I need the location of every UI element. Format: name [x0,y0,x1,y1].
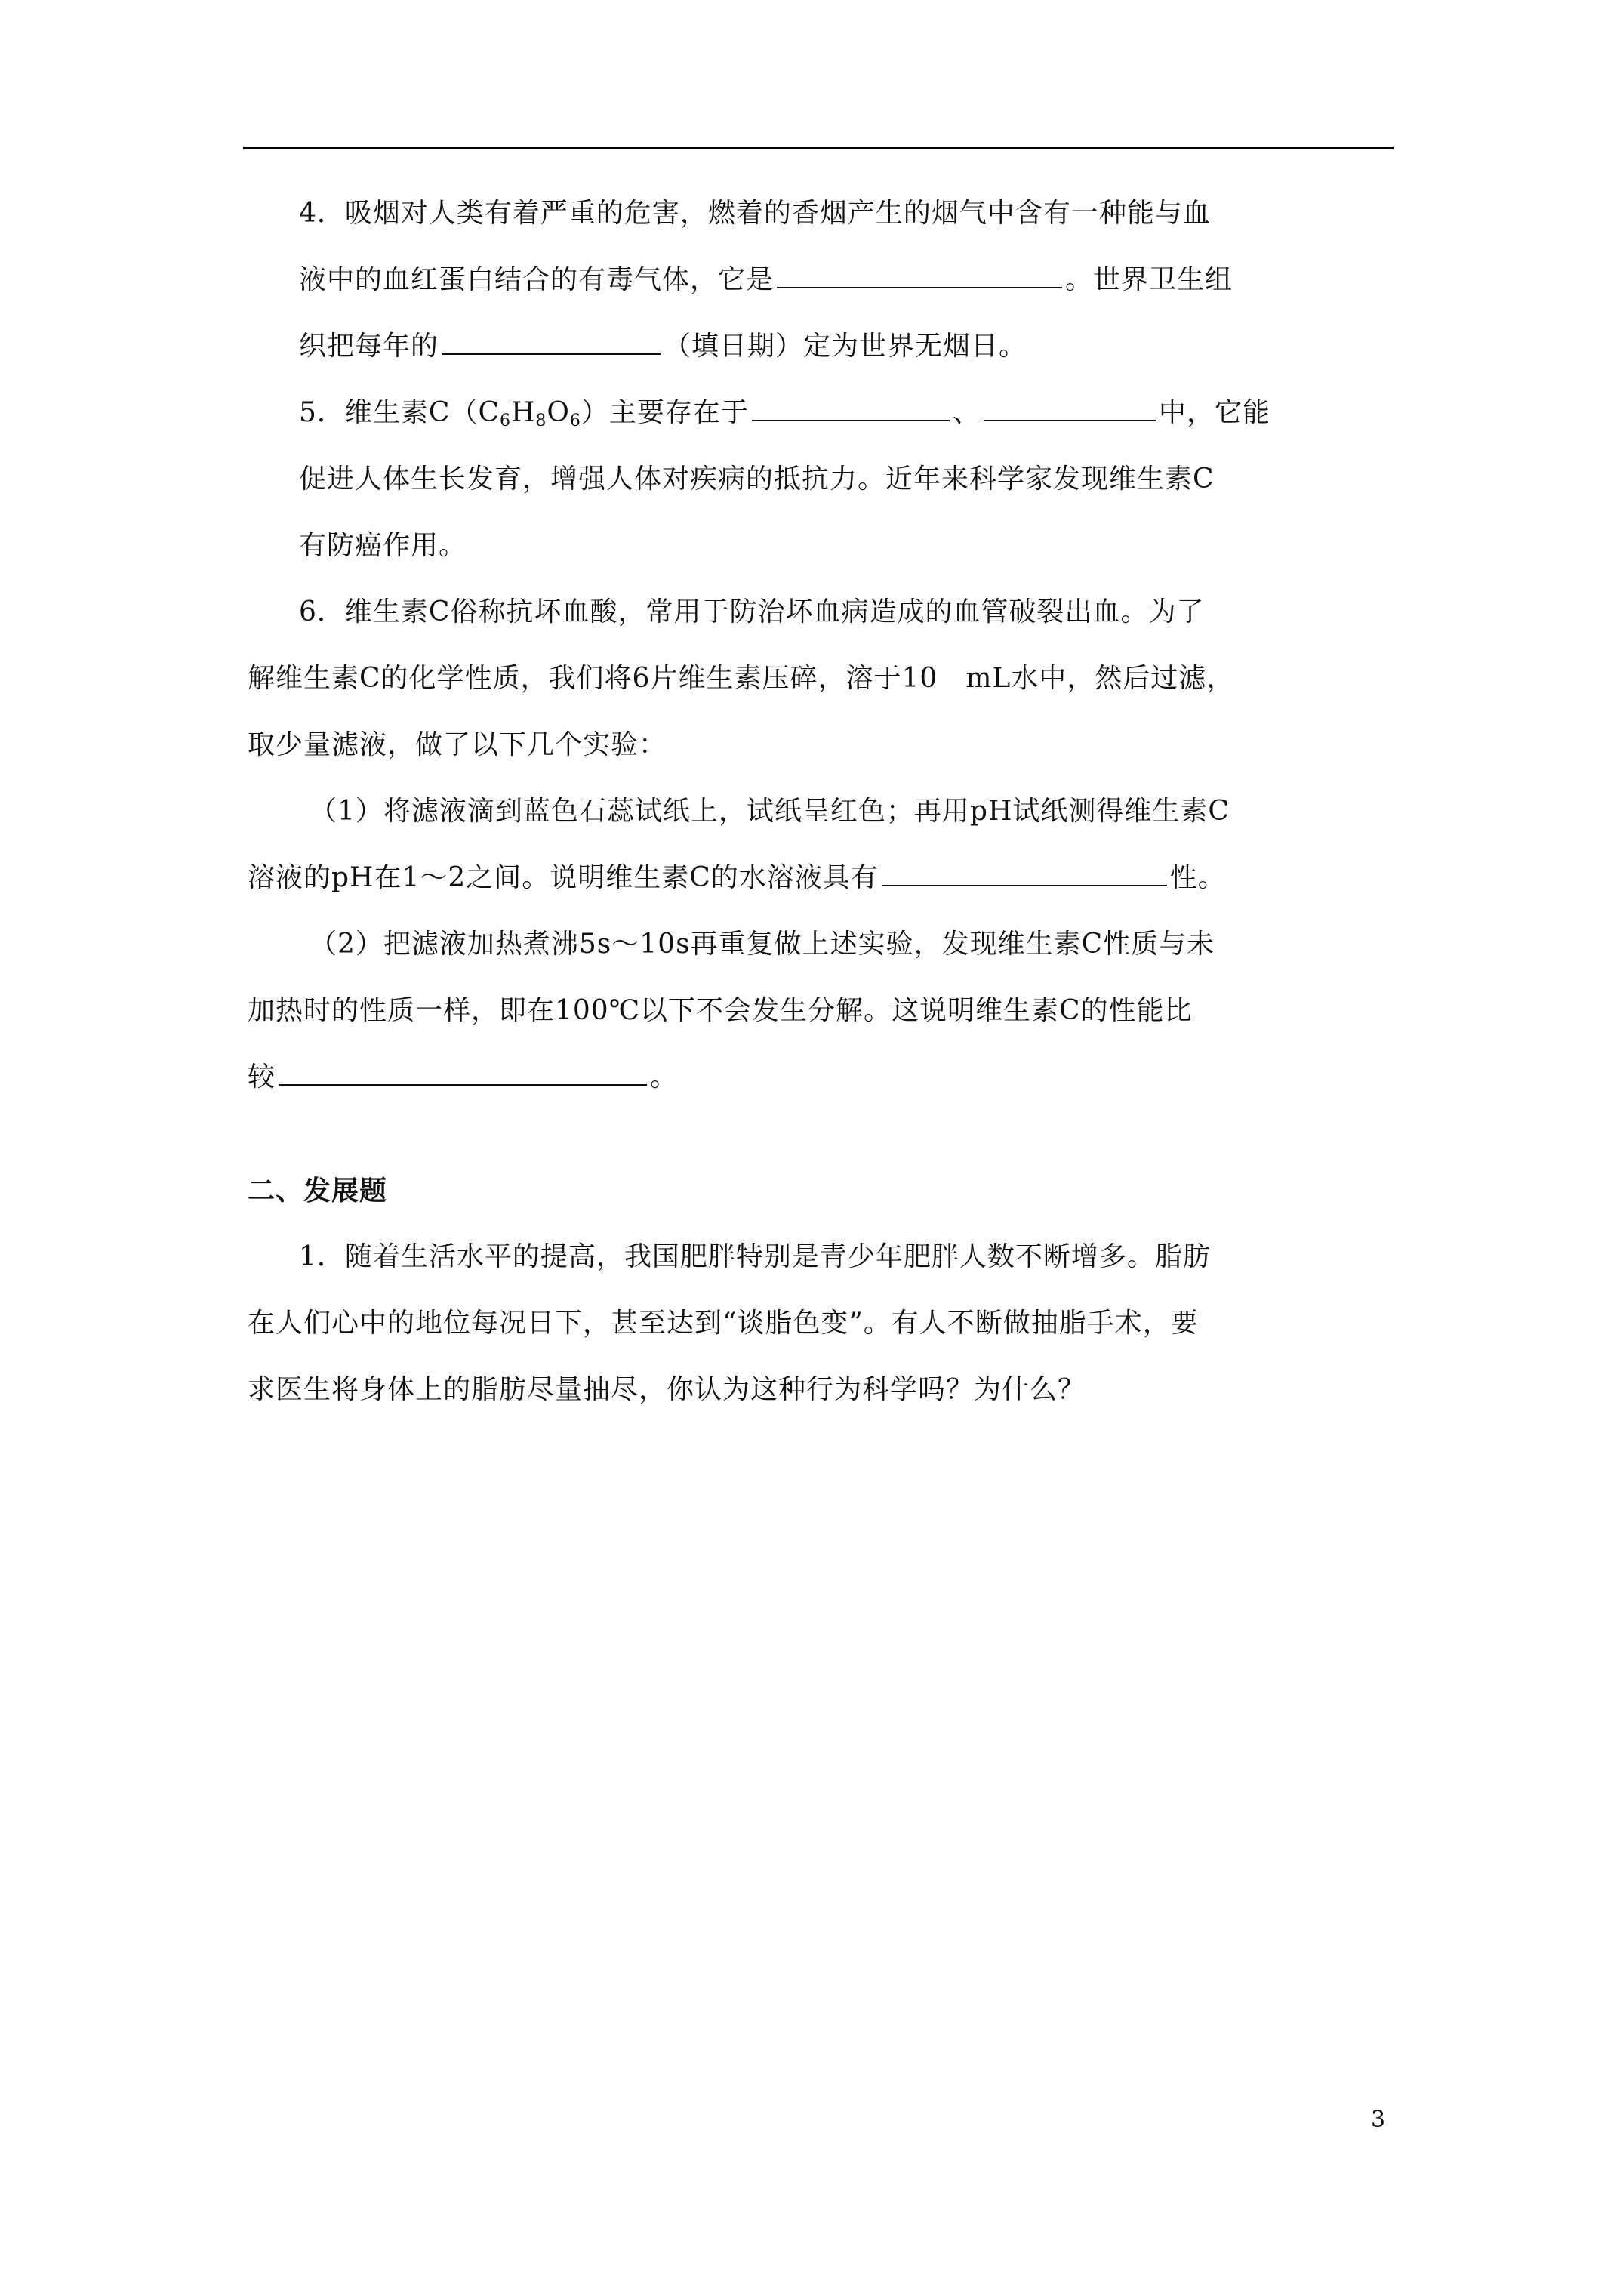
q4-line-2 [248,261,1274,328]
q4-line-1 [248,195,1274,261]
q6-part2-line-1 [248,926,1274,992]
q6-text: 。 [650,1062,679,1093]
q6-line-3 [248,726,1274,793]
section-heading: 二、发展题 [248,1175,388,1207]
q6-part1-line-1 [248,793,1274,859]
q6-line-1 [248,593,1274,660]
q5-text: 有防癌作用。 [299,530,467,561]
q5-line-2 [248,461,1274,527]
s2-q1-line-3 [248,1371,1274,1438]
q5-text: 中，它能 [1158,397,1270,428]
subscript: 6 [569,411,581,430]
q5-text: O [547,397,570,428]
q6-text: （1）将滤液滴到蓝色石蕊试纸上，试纸呈红色；再用pH试纸测得维生素C [310,796,1230,827]
document-body [248,195,1274,1438]
q4-text: 4．吸烟对人类有着严重的危害，燃着的香烟产生的烟气中含有一种能与血 [299,198,1211,229]
q5-line-1 [248,394,1274,461]
s2-q1-text: 1．随着生活水平的提高，我国肥胖特别是青少年肥胖人数不断增多。脂肪 [299,1241,1211,1272]
q5-text: ）主要存在于 [581,397,749,428]
q6-part2-line-2 [248,992,1274,1059]
s2-q1-line-2 [248,1305,1274,1371]
answer-blank[interactable] [882,859,1167,886]
page-number: 3 [1371,2106,1386,2133]
q5-text: H [511,397,536,428]
q4-text: （填日期）定为世界无烟日。 [664,331,1027,362]
q4-text: 织把每年的 [299,331,439,362]
q6-text: 6．维生素C俗称抗坏血酸，常用于防治坏血病造成的血管破裂出血。为了 [299,596,1205,627]
q4-line-3 [248,328,1274,394]
q6-text: 解维生素C的化学性质，我们将6片维生素压碎，溶于10 mL水中，然后过滤， [248,663,1235,694]
subscript: 6 [500,411,511,430]
q6-text: 性。 [1169,862,1226,893]
s2-q1-text: 求医生将身体上的脂肪尽量抽尽，你认为这种行为科学吗？为什么？ [248,1374,1086,1405]
header-rule [243,147,1394,149]
q6-text: 取少量滤液，做了以下几个实验： [248,729,667,760]
answer-blank[interactable] [442,328,661,355]
answer-blank[interactable] [752,394,950,421]
answer-blank[interactable] [984,394,1156,421]
q6-part1-line-2 [248,859,1274,926]
q6-text: 较 [248,1062,276,1093]
subscript: 8 [535,411,547,430]
q5-text: 、 [952,397,981,428]
answer-blank[interactable] [777,261,1062,288]
q6-text: （2）把滤液加热煮沸5s～10s再重复做上述实验，发现维生素C性质与未 [310,929,1215,960]
q6-part2-line-3 [248,1059,1274,1125]
s2-q1-line-1 [248,1238,1274,1305]
q5-text: 5．维生素C（C [299,397,500,428]
q6-line-2 [248,660,1274,726]
answer-blank[interactable] [279,1059,647,1086]
q6-text: 溶液的pH在1～2之间。说明维生素C的水溶液具有 [248,862,879,893]
s2-q1-text: 在人们心中的地位每况日下，甚至达到“谈脂色变”。有人不断做抽脂手术，要 [248,1308,1199,1339]
q4-text: 液中的血红蛋白结合的有毒气体，它是 [299,264,775,295]
q5-text: 促进人体生长发育，增强人体对疾病的抵抗力。近年来科学家发现维生素C [299,464,1215,495]
q4-text: 。世界卫生组 [1065,264,1233,295]
q6-text: 加热时的性质一样，即在100℃以下不会发生分解。这说明维生素C的性能比 [248,995,1193,1026]
q5-line-3 [248,527,1274,593]
